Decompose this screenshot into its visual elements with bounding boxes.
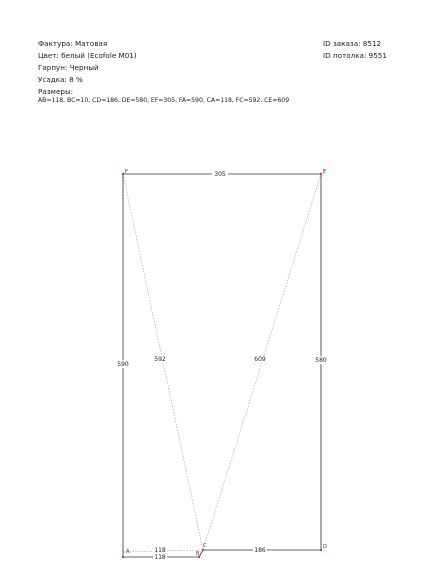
vertex-marker-e xyxy=(320,173,322,175)
vertex-marker-f xyxy=(122,173,124,175)
dimensions-values: AB=118, BC=10, CD=186, DE=580, EF=305, FA=590, CA=118, FC=592, CE=609 xyxy=(38,97,290,104)
harpoon-text: Гарпун: Черный xyxy=(38,63,99,72)
color-text: Цвет: белый (Ecofole M01) xyxy=(38,51,137,60)
dimensions-title: Размеры: xyxy=(38,87,74,96)
label-ab: 118 xyxy=(154,554,166,561)
vertex-label-a: A xyxy=(126,549,130,555)
label-ef: 305 xyxy=(214,171,226,178)
vertex-label-c: C xyxy=(203,543,207,549)
vertex-marker-d xyxy=(320,549,322,551)
label-ca: 118 xyxy=(154,547,166,554)
label-ce: 609 xyxy=(254,356,266,363)
vertex-label-d: D xyxy=(323,544,327,550)
label-fa: 590 xyxy=(117,361,129,368)
ceiling-id-text: ID потолка: 9551 xyxy=(323,51,387,60)
vertex-marker-a xyxy=(122,556,124,558)
label-cd: 186 xyxy=(254,547,266,554)
vertex-label-b: B xyxy=(196,551,200,557)
vertex-marker-c xyxy=(202,549,204,551)
label-fc: 592 xyxy=(154,356,166,363)
texture-text: Фактура: Матовая xyxy=(38,39,108,48)
label-de: 580 xyxy=(315,357,327,364)
edge-bc xyxy=(199,550,203,557)
vertex-label-f: F xyxy=(125,169,128,175)
vertex-label-e: E xyxy=(323,169,327,175)
shrink-text: Усадка: 8 % xyxy=(38,75,83,84)
order-id-text: ID заказа: 8512 xyxy=(323,39,382,48)
